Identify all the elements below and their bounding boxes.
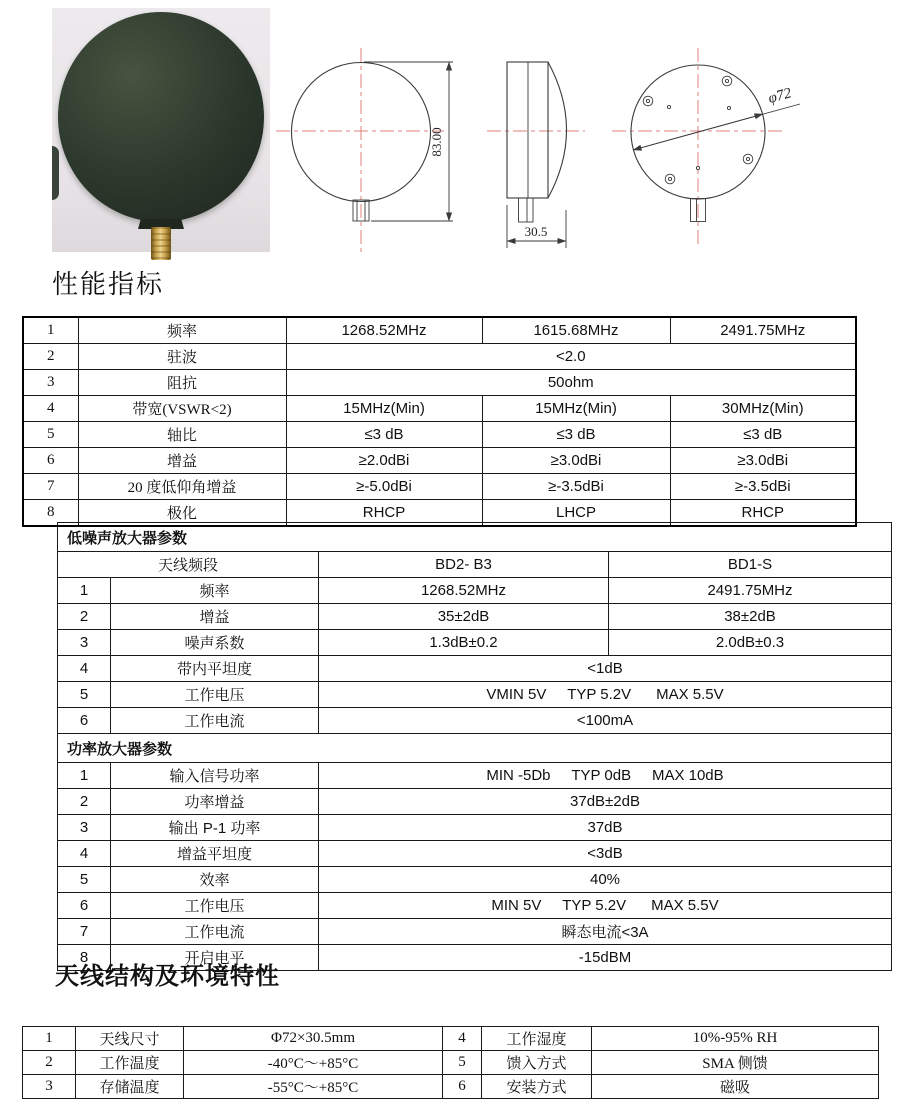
param-label: 效率 — [111, 867, 319, 893]
row-number-cell: 7 — [58, 919, 111, 945]
param-value: 15MHz(Min) — [286, 396, 482, 422]
table-row — [58, 815, 892, 841]
param-value: ≤3 dB — [286, 422, 482, 448]
param-value: <100mA — [319, 708, 892, 734]
section-title-row — [58, 734, 892, 763]
param-value: ≤3 dB — [670, 422, 856, 448]
row-number-cell: 2 — [58, 789, 111, 815]
table-row — [58, 919, 892, 945]
row-number-cell: 3 — [58, 630, 111, 656]
antenna-disc-image — [58, 12, 264, 222]
row-number-cell: 4 — [58, 656, 111, 682]
amplifier-table — [57, 522, 892, 971]
product-photo — [52, 8, 270, 252]
sma-connector-image — [151, 227, 171, 260]
table-row — [58, 763, 892, 789]
table-row — [58, 708, 892, 734]
param-value: 2491.75MHz — [670, 317, 856, 344]
param-label: 工作温度 — [76, 1051, 184, 1075]
param-value: -40°C～+85°C — [184, 1051, 443, 1075]
row-number-cell: 2 — [23, 1051, 76, 1075]
param-label: 天线尺寸 — [76, 1027, 184, 1051]
param-value: MIN -5Db TYP 0dB MAX 10dB — [319, 763, 892, 789]
front-view-drawing — [276, 48, 453, 255]
table-row — [58, 630, 892, 656]
table-row — [23, 370, 856, 396]
row-number-cell: 5 — [58, 682, 111, 708]
param-value: RHCP — [286, 500, 482, 527]
param-label: 20 度低仰角增益 — [78, 474, 286, 500]
param-label: 频率 — [111, 578, 319, 604]
table-header-row — [58, 552, 892, 578]
param-value: 10%-95% RH — [592, 1027, 879, 1051]
table-row — [23, 474, 856, 500]
param-value: ≥3.0dBi — [482, 448, 670, 474]
param-value: 38±2dB — [609, 604, 892, 630]
row-number-cell: 2 — [58, 604, 111, 630]
table-row — [58, 867, 892, 893]
row-number-cell: 1 — [23, 1027, 76, 1051]
row-number-cell: 4 — [443, 1027, 482, 1051]
param-label: 馈入方式 — [482, 1051, 592, 1075]
param-value: Φ72×30.5mm — [184, 1027, 443, 1051]
param-value: LHCP — [482, 500, 670, 527]
row-number-cell: 4 — [58, 841, 111, 867]
param-label: 工作电压 — [111, 682, 319, 708]
table-row — [23, 1075, 879, 1099]
structure-heading: 天线结构及环境特性 — [55, 963, 280, 990]
row-number-cell: 3 — [23, 1075, 76, 1099]
table-row — [23, 317, 856, 344]
row-number-cell: 2 — [23, 344, 78, 370]
table-row — [23, 1051, 879, 1075]
row-number-cell: 7 — [23, 474, 78, 500]
param-label: 输出 P-1 功率 — [111, 815, 319, 841]
param-label: 输入信号功率 — [111, 763, 319, 789]
row-number-cell: 6 — [58, 708, 111, 734]
param-label: 噪声系数 — [111, 630, 319, 656]
param-value: ≥2.0dBi — [286, 448, 482, 474]
param-value: <1dB — [319, 656, 892, 682]
band-column-header: BD1-S — [609, 552, 892, 578]
param-value: 1615.68MHz — [482, 317, 670, 344]
row-number-cell: 6 — [58, 893, 111, 919]
param-label: 安装方式 — [482, 1075, 592, 1099]
param-value: ≥-3.5dBi — [670, 474, 856, 500]
param-label: 存储温度 — [76, 1075, 184, 1099]
row-number-cell: 5 — [443, 1051, 482, 1075]
param-value: MIN 5V TYP 5.2V MAX 5.5V — [319, 893, 892, 919]
param-label: 带内平坦度 — [111, 656, 319, 682]
table-row — [23, 448, 856, 474]
param-value: 35±2dB — [319, 604, 609, 630]
table-row — [23, 344, 856, 370]
table-row — [23, 1027, 879, 1051]
width-dimension-label: 30.5 — [524, 224, 548, 239]
band-column-header: BD2- B3 — [319, 552, 609, 578]
row-number-cell: 1 — [58, 578, 111, 604]
param-label: 频率 — [78, 317, 286, 344]
param-value: 2491.75MHz — [609, 578, 892, 604]
table-row — [23, 396, 856, 422]
row-number-cell: 8 — [58, 945, 111, 971]
param-value: 50ohm — [286, 370, 856, 396]
lna-section-title: 低噪声放大器参数 — [58, 523, 892, 552]
side-view-drawing — [487, 62, 585, 248]
param-label: 开启电平 — [111, 945, 319, 971]
table-row — [58, 604, 892, 630]
param-value: <3dB — [319, 841, 892, 867]
param-value: ≥-3.5dBi — [482, 474, 670, 500]
photo-edge-shadow — [52, 146, 59, 200]
param-value: RHCP — [670, 500, 856, 527]
param-value: 37dB — [319, 815, 892, 841]
param-label: 极化 — [78, 500, 286, 527]
param-label: 增益平坦度 — [111, 841, 319, 867]
param-value: 15MHz(Min) — [482, 396, 670, 422]
row-number-cell: 1 — [23, 317, 78, 344]
param-label: 功率增益 — [111, 789, 319, 815]
table-row — [58, 578, 892, 604]
technical-drawings — [270, 18, 900, 260]
param-value: -15dBM — [319, 945, 892, 971]
param-value: ≤3 dB — [482, 422, 670, 448]
table-row — [58, 893, 892, 919]
param-value: 1.3dB±0.2 — [319, 630, 609, 656]
param-label: 工作电流 — [111, 919, 319, 945]
row-number-cell: 5 — [58, 867, 111, 893]
param-label: 轴比 — [78, 422, 286, 448]
param-value: 40% — [319, 867, 892, 893]
row-number-cell: 8 — [23, 500, 78, 527]
param-label: 增益 — [78, 448, 286, 474]
row-number-cell: 1 — [58, 763, 111, 789]
param-value: 瞬态电流<3A — [319, 919, 892, 945]
table-row — [58, 682, 892, 708]
band-header-label: 天线频段 — [58, 552, 319, 578]
row-number-cell: 6 — [443, 1075, 482, 1099]
param-label: 阻抗 — [78, 370, 286, 396]
table-row — [58, 789, 892, 815]
section-title-row — [58, 523, 892, 552]
param-value: 磁吸 — [592, 1075, 879, 1099]
height-dimension-label: 83.00 — [429, 127, 444, 157]
param-value: SMA 侧馈 — [592, 1051, 879, 1075]
performance-heading: 性能指标 — [52, 269, 165, 299]
row-number-cell: 5 — [23, 422, 78, 448]
param-value: 1268.52MHz — [319, 578, 609, 604]
performance-table — [22, 316, 857, 527]
param-label: 增益 — [111, 604, 319, 630]
param-value: 1268.52MHz — [286, 317, 482, 344]
param-value: ≥3.0dBi — [670, 448, 856, 474]
row-number-cell: 3 — [58, 815, 111, 841]
param-value: 2.0dB±0.3 — [609, 630, 892, 656]
pa-section-title: 功率放大器参数 — [58, 734, 892, 763]
back-view-drawing — [612, 48, 800, 247]
param-value: 30MHz(Min) — [670, 396, 856, 422]
param-value: -55°C～+85°C — [184, 1075, 443, 1099]
param-value: <2.0 — [286, 344, 856, 370]
param-label: 工作湿度 — [482, 1027, 592, 1051]
param-label: 驻波 — [78, 344, 286, 370]
row-number-cell: 6 — [23, 448, 78, 474]
table-row — [23, 422, 856, 448]
param-label: 工作电流 — [111, 708, 319, 734]
table-row — [58, 841, 892, 867]
param-value: 37dB±2dB — [319, 789, 892, 815]
param-value: ≥-5.0dBi — [286, 474, 482, 500]
param-value: VMIN 5V TYP 5.2V MAX 5.5V — [319, 682, 892, 708]
row-number-cell: 3 — [23, 370, 78, 396]
environment-table — [22, 1026, 879, 1099]
param-label: 带宽(VSWR<2) — [78, 396, 286, 422]
row-number-cell: 4 — [23, 396, 78, 422]
table-row — [58, 656, 892, 682]
param-label: 工作电压 — [111, 893, 319, 919]
diameter-dimension-label: φ72 — [766, 85, 794, 107]
